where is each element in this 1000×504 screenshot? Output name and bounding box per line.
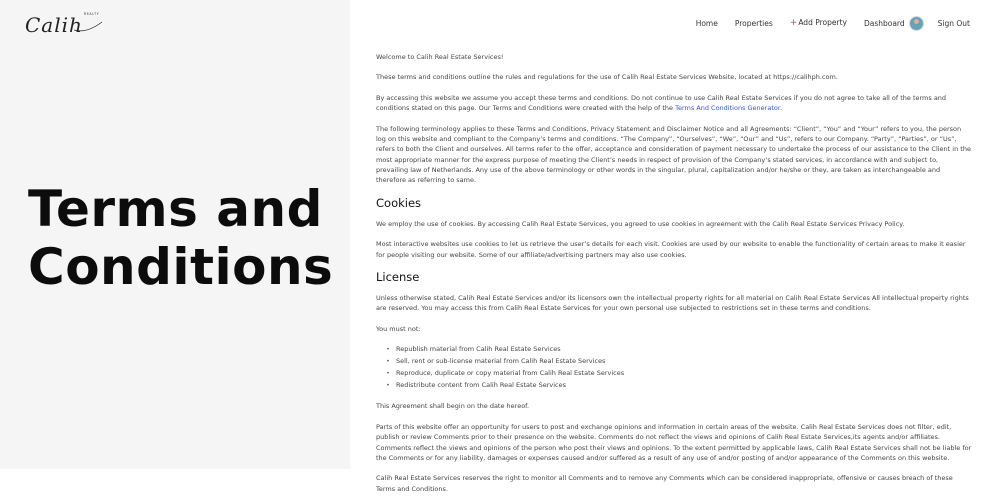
agreement-begin-text: This Agreement shall begin on the date hereof. [376, 402, 530, 411]
intro-text: These terms and conditions outline the rules and regulations for the use of Calih Real Estate Services Website, located at https://calihph.com. [376, 73, 838, 82]
list-item: • Sell, rent or sub-license material from Calih Real Estate Services [386, 356, 972, 368]
site-logo[interactable] [24, 8, 106, 38]
accept-text-after: . [779, 104, 783, 113]
license-paragraph-1: Unless otherwise stated, Calih Real Estate Services and/or its licensors own the intellectual property rights for all material on Calih Real Estate Services All intellectual property rights are reserved. You may access this from Calih Real Estate Services for your own personal use subjected to restrictions set in these terms and conditions. [376, 293, 969, 313]
list-item: • Redistribute content from Calih Real Estate Services [386, 380, 972, 392]
list-item: • Republish material from Calih Real Estate Services [386, 344, 972, 356]
license-heading: License [376, 269, 420, 284]
terms-content [376, 52, 972, 504]
plus-icon: + [789, 18, 798, 28]
nav-properties[interactable]: Properties [734, 18, 773, 28]
nav-add-property-label: Add Property [798, 18, 847, 27]
restrictions-list [386, 344, 972, 391]
logo-script: Calih [25, 13, 83, 37]
accept-text-before: By accessing this website we assume you accept these terms and conditions. Do not continue to use Calih Real Estate Services if you do not agree to take all of the terms and conditions stated on this page. Our Terms and Conditions were created with the help of the [376, 93, 947, 113]
reserve-paragraph: Calih Real Estate Services reserves the right to monitor all Comments and to remove any Comments which can be considered inappropriate, offensive or causes breach of these Terms and Conditions. [376, 474, 953, 493]
nav-add-property[interactable] [790, 18, 847, 28]
terms-generator-link[interactable]: Terms And Conditions Generator [675, 104, 780, 113]
hero-panel [0, 0, 350, 469]
welcome-text: Welcome to Calih Real Estate Services! [376, 53, 504, 61]
cookies-heading: Cookies [376, 195, 422, 210]
logo-suffix: REALTY [84, 12, 100, 16]
nav-sign-out[interactable]: Sign Out [937, 18, 970, 28]
page-title-line-2: Conditions [28, 238, 334, 296]
top-nav [350, 0, 1000, 46]
cookies-paragraph-1: We employ the use of cookies. By accessing Calih Real Estate Services, you agreed to use cookies in agreement with the Calih Real Estate Services Privacy Policy. [376, 219, 905, 228]
terminology-text: The following terminology applies to these Terms and Conditions, Privacy Statement and Disclaimer Notice and all Agreements: “Client”, “You” and “Your” refers to you, the person log on this website and compliant to the Company’s terms and conditions. “The Company”, “Ourselves”, “We”, “Our” and “Us”, refers to our Company. “Party”, “Parties”, or “Us”, refers to both the Client and ourselves. All terms refer to the offer, acceptance and consideration of payment necessary to undertake the process of our assistance to the Client in the most appropriate manner for the express purpose of meeting the Client’s needs in respect of provision of the Company’s stated services, in accordance with and subject to, prevailing law of Netherlands. Any use of the above terminology or other words in the singular, plural, capitalization and/or he/she or they, are taken as interchangeable and therefore as referring to same. [376, 124, 971, 185]
nav-home[interactable]: Home [695, 18, 718, 28]
user-avatar[interactable] [909, 16, 924, 31]
accept-text [376, 93, 972, 114]
page-title [28, 180, 333, 296]
main-panel [350, 0, 1000, 493]
cookies-paragraph-2: Most interactive websites use cookies to let us retrieve the user’s details for each visit. Cookies are used by our website to enable the functionality of certain areas to make it easier for people visiting our website. Some of our affiliate/advertising partners may also use cookies. [376, 240, 966, 259]
must-not-text: You must not: [376, 324, 421, 333]
page-title-line-1: Terms and [28, 180, 323, 238]
nav-dashboard[interactable]: Dashboard [863, 18, 905, 28]
list-item: • Reproduce, duplicate or copy material from Calih Real Estate Services [386, 368, 972, 380]
comments-paragraph: Parts of this website offer an opportunity for users to post and exchange opinions and information in certain areas of the website. Calih Real Estate Services does not filter, edit, publish or review Comments prior to their presence on the website. Comments do not reflect the views and opinions of Calih Real Estate Services,its agents and/or affiliates. Comments reflect the views and opinions of the person who post their views and opinions. To the extent permitted by applicable laws, Calih Real Estate Services shall not be liable for the Comments or for any liability, damages or expenses caused and/or suffered as a result of any use of and/or posting of and/or appearance of the Comments on this website. [376, 422, 972, 462]
